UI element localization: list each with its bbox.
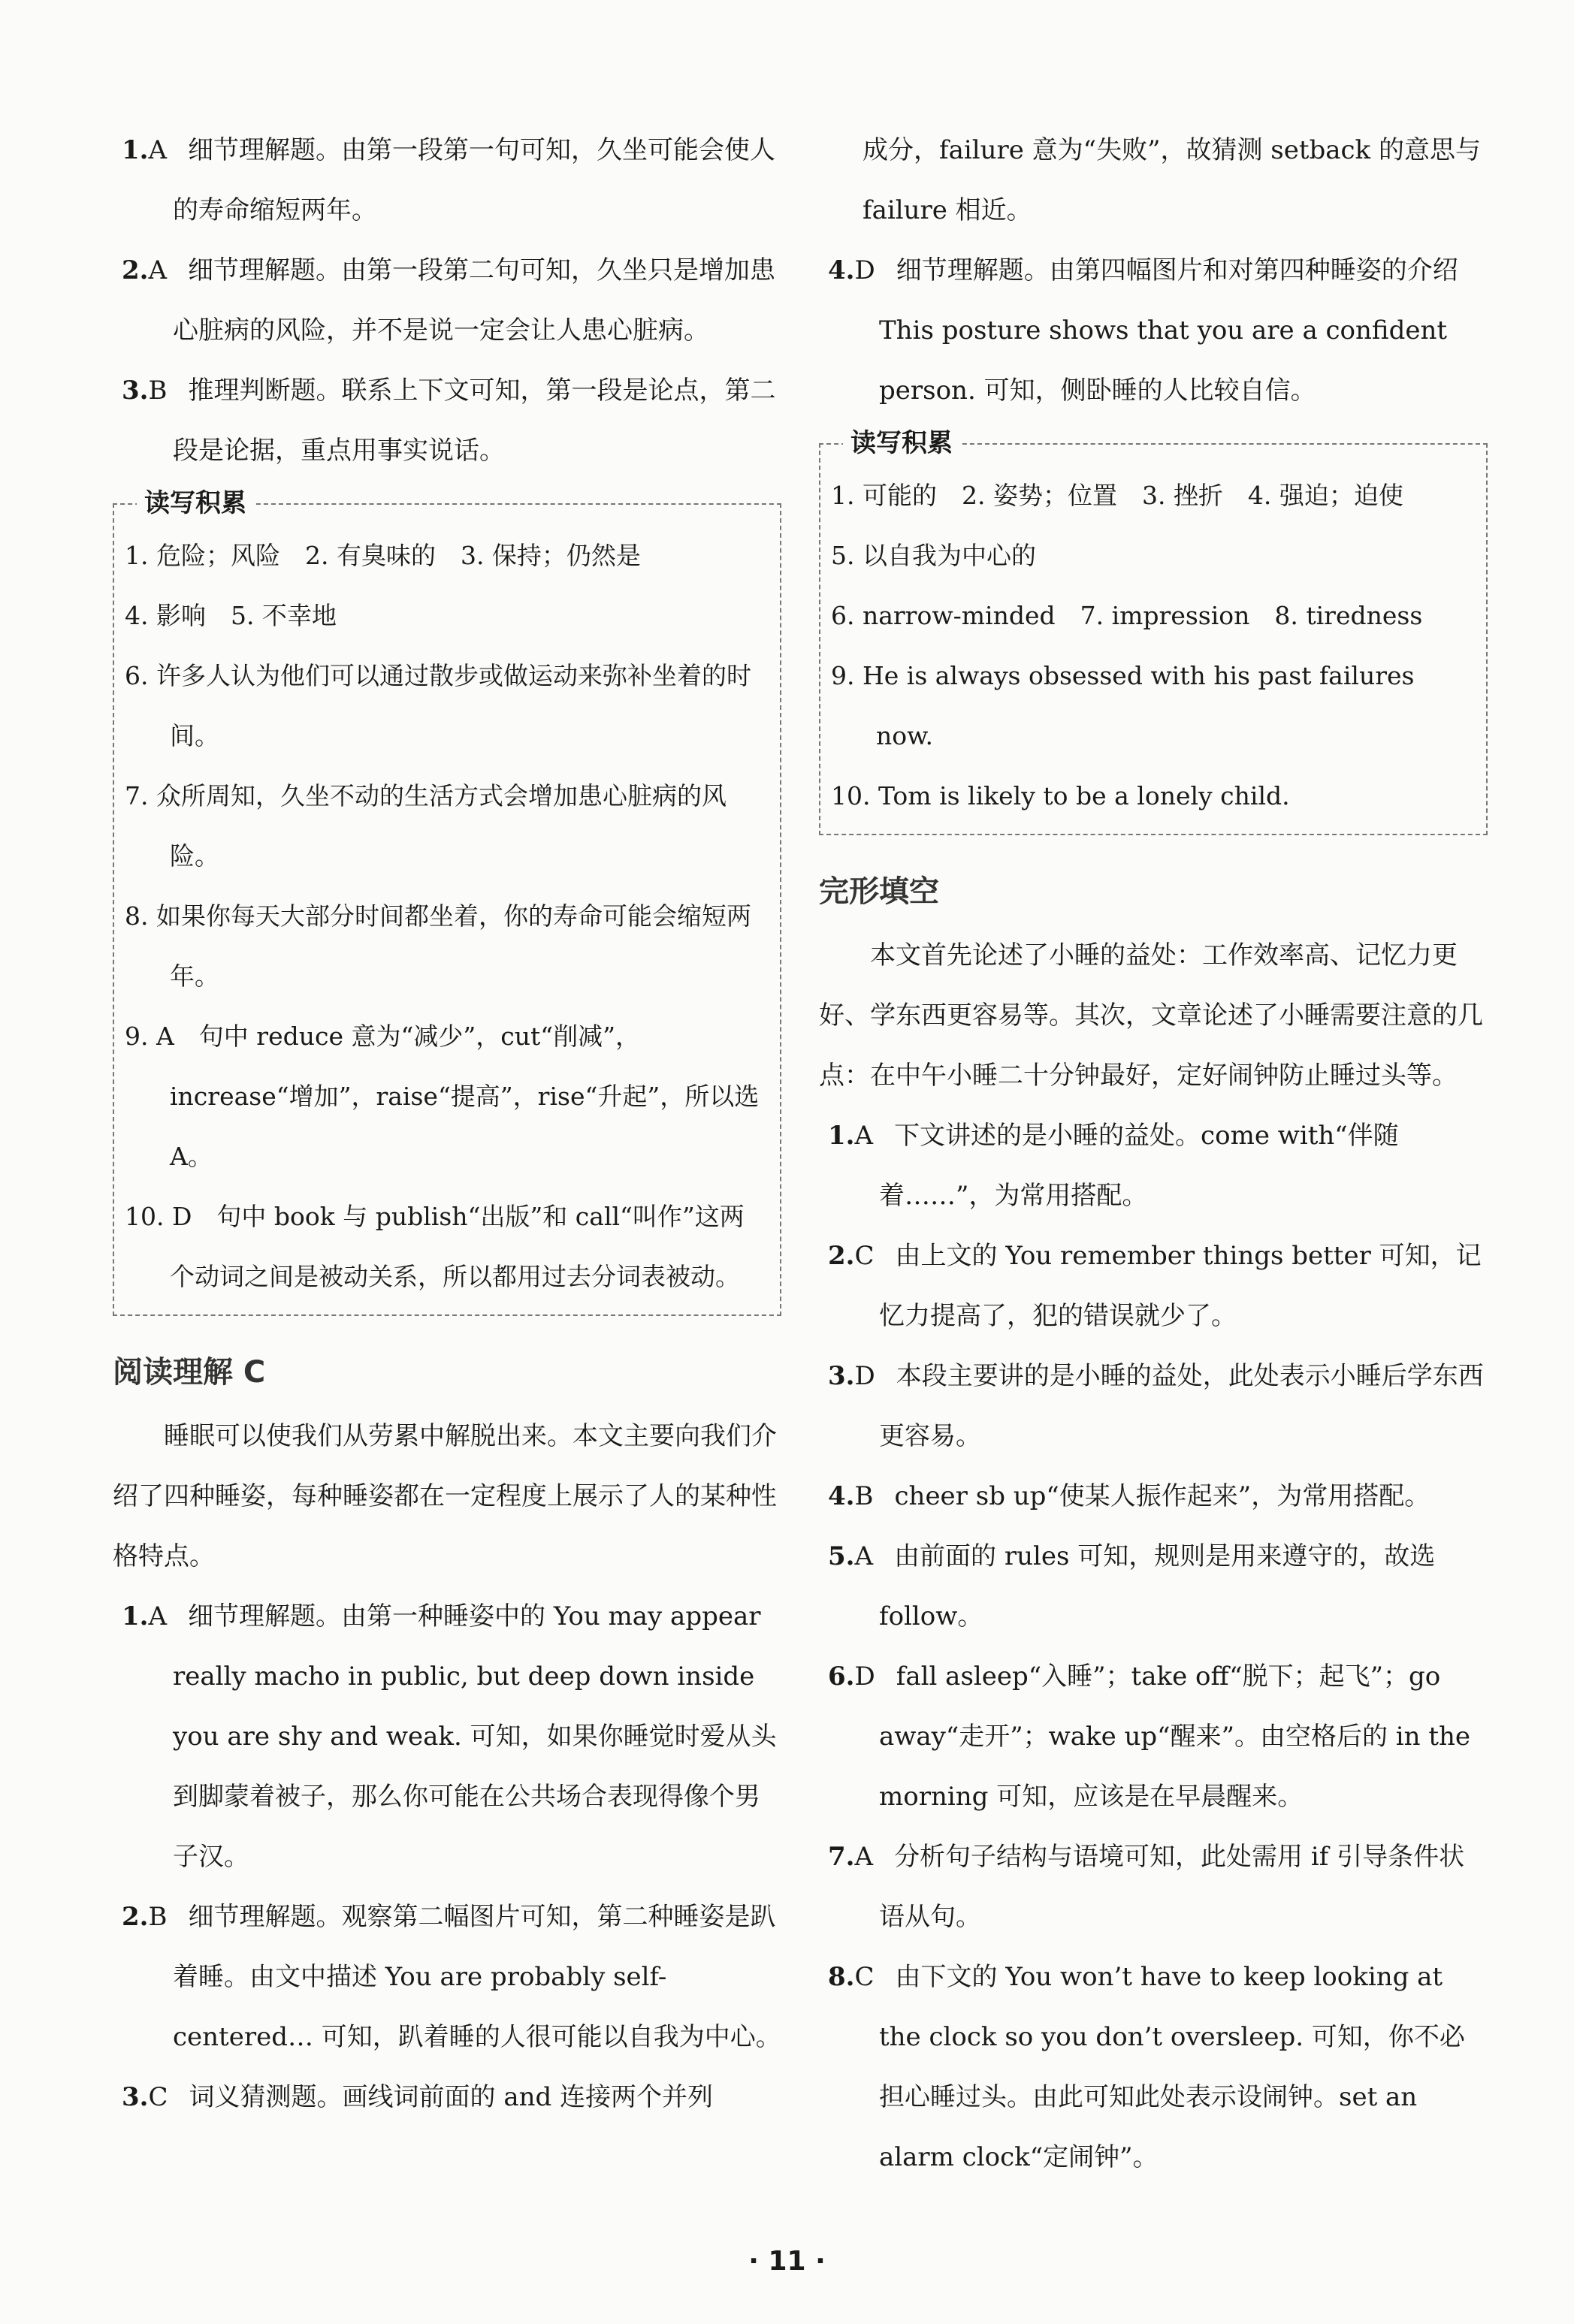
answer-item: 3.C 词义猜测题。画线词前面的 and 连接两个并列 [122,2082,714,2112]
answer-item: 6.D fall asleep“入睡”；take off“脱下；起飞”；go away“走开”；wake up“醒来”。由空格后的 in the morning 可知，应该是在早晨醒来。 [828,1662,1471,1812]
answer-item: 4.B cheer sb up“使某人振作起来”，为常用搭配。 [828,1481,1430,1511]
section-title: 完形填空 [819,874,939,909]
answer-item: 8.C 由下文的 You won’t have to keep looking at the clock so you don’t oversleep. 可知，你不必担心睡过头。由此可知此处表示设闹钟。set an alarm clock“定闹钟”。 [828,1962,1465,2172]
answer-item: 2.A 细节理解题。由第一段第二句可知，久坐只是增加患心脏病的风险，并不是说一定会让人患心脏病。 [122,255,776,346]
box-line: 8. 如果你每天大部分时间都坐着，你的寿命可能会缩短两年。 [125,901,751,991]
answer-item: 5.A 由前面的 rules 可知，规则是用来遵守的，故选 follow。 [828,1541,1436,1631]
box-line: 5. 以自我为中心的 [831,541,1036,570]
answer-item: 7.A 分析句子结构与语境可知，此处需用 if 引导条件状语从句。 [828,1842,1465,1932]
answer-item: 2.C 由上文的 You remember things better 可知，记忆力提高了，犯的错误就少了。 [828,1241,1482,1331]
box-line: 6. 许多人认为他们可以通过散步或做运动来弥补坐着的时间。 [125,661,751,750]
answer-item: 1.A 细节理解题。由第一段第一句可知，久坐可能会使人的寿命缩短两年。 [122,135,776,225]
reading-writing-box [113,488,781,1316]
box-line: 1. 可能的 2. 姿势；位置 3. 挫折 4. 强迫；迫使 [831,481,1403,510]
left-column [113,120,781,2127]
box-line: 10. Tom is likely to be a lonely child. [831,781,1290,810]
answer-item: 3.B 推理判断题。联系上下文可知，第一段是论点，第二段是论据，重点用事实说话。 [122,376,776,466]
right-column [819,120,1488,2187]
box-line: 4. 影响 5. 不幸地 [125,601,337,630]
box-line: 1. 危险；风险 2. 有臭味的 3. 保持；仍然是 [125,541,641,570]
continued-text: 成分，failure 意为“失败”，故猜测 setback 的意思与 failure 相近。 [863,135,1481,225]
box-line: 10. D 句中 book 与 publish“出版”和 call“叫作”这两个动词之间是被动关系，所以都用过去分词表被动。 [125,1202,745,1291]
box-line: 6. narrow-minded 7. impression 8. tiredness [831,601,1423,630]
page-number: · 11 · [748,2246,826,2277]
section-title: 阅读理解 C [113,1355,266,1390]
answer-item: 4.D 细节理解题。由第四幅图片和对第四种睡姿的介绍 This posture shows that you are a confident person. 可知，侧卧睡的人比较自信。 [828,255,1458,406]
section-intro: 睡眠可以使我们从劳累中解脱出来。本文主要向我们介绍了四种睡姿，每种睡姿都在一定程度上展示了人的某种性格特点。 [113,1421,777,1571]
box-title: 读写积累 [843,427,960,460]
answer-item: 2.B 细节理解题。观察第二幅图片可知，第二种睡姿是趴着睡。由文中描述 You are probably self-centered… 可知，趴着睡的人很可能以自我为中心。 [122,1902,781,2052]
section-intro: 本文首先论述了小睡的益处：工作效率高、记忆力更好、学东西更容易等。其次，文章论述了小睡需要注意的几点：在中午小睡二十分钟最好，定好闹钟防止睡过头等。 [819,940,1483,1091]
reading-writing-box [819,428,1488,835]
box-line: 7. 众所周知，久坐不动的生活方式会增加患心脏病的风险。 [125,781,727,871]
answer-item: 1.A 细节理解题。由第一种睡姿中的 You may appear really macho in public, but deep down inside you are shy and weak. 可知，如果你睡觉时爱从头到脚蒙着被子，那么你可能在公共场合表现得像个男子汉。 [122,1601,777,1872]
box-line: 9. A 句中 reduce 意为“减少”，cut“削减”，increase“增加”，raise“提高”，rise“升起”，所以选 A。 [125,1022,760,1171]
answer-item: 3.D 本段主要讲的是小睡的益处，此处表示小睡后学东西更容易。 [828,1361,1484,1451]
box-title: 读写积累 [137,487,254,520]
box-line: 9. He is always obsessed with his past failures now. [831,661,1415,750]
answer-item: 1.A 下文讲述的是小睡的益处。come with“伴随着……”，为常用搭配。 [828,1121,1399,1211]
